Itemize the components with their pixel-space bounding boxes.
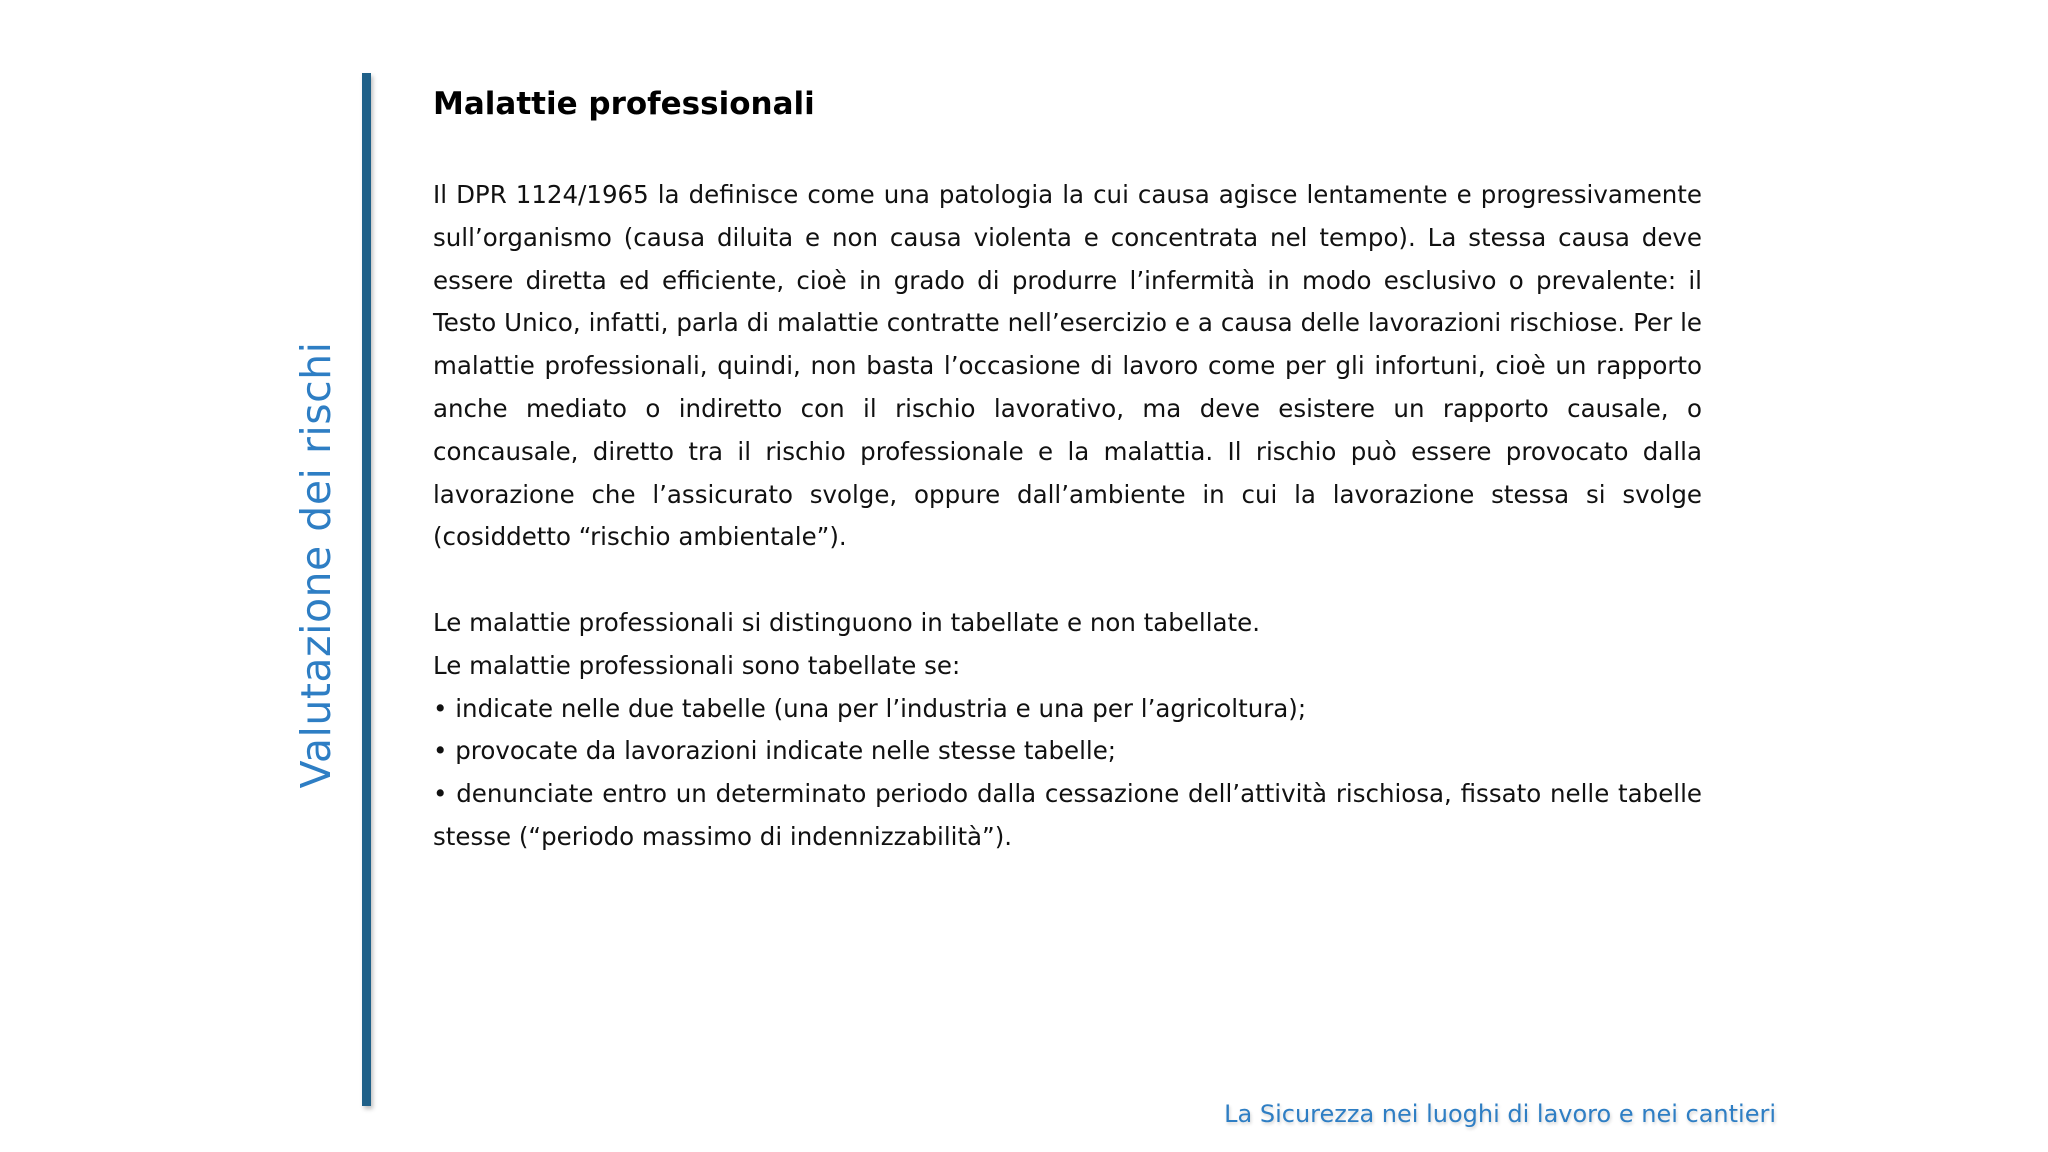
slide-heading: Malattie professionali: [433, 86, 815, 122]
paragraph-gap: [433, 559, 1702, 602]
side-section-title: Valutazione dei rischi: [292, 341, 340, 789]
body-paragraph: Il DPR 1124/1965 la definisce come una patologia la cui causa agisce lentamente e progressivamente sull’organismo (causa diluita e non causa violenta e concentrata nel tempo). La stessa causa deve essere diretta ed efficiente, cioè in grado di produrre l’infermità in modo esclusivo o prevalente: il Testo Unico, infatti, parla di malattie contratte nell’esercizio e a causa delle lavorazioni rischiose. Per le malattie professionali, quindi, non basta l’occasione di lavoro come per gli infortuni, cioè un rapporto anche mediato o indiretto con il rischio lavorativo, ma deve esistere un rapporto causale, o concausale, diretto tra il rischio professionale e la malattia. Il rischio può essere provocato dalla lavorazione che l’assicurato svolge, oppure dall’ambiente in cui la lavorazione stessa si svolge (cosiddetto “rischio ambientale”).: [433, 180, 1702, 552]
slide-body: [433, 174, 1702, 859]
body-line-distinction: Le malattie professionali si distinguono in tabellate e non tabellate.: [433, 607, 1260, 637]
vertical-divider-bar: [362, 73, 371, 1106]
bullet-item: • denunciate entro un determinato periodo dalla cessazione dell’attività rischiosa, fissato nelle tabelle stesse (“periodo massimo di indennizzabilità”).: [433, 779, 1702, 851]
body-line-criteria-intro: Le malattie professionali sono tabellate se:: [433, 650, 961, 680]
bullet-item: • provocate da lavorazioni indicate nelle stesse tabelle;: [433, 736, 1117, 766]
footer-caption: La Sicurezza nei luoghi di lavoro e nei cantieri: [1224, 1100, 1776, 1128]
bullet-item: • indicate nelle due tabelle (una per l’industria e una per l’agricoltura);: [433, 693, 1307, 723]
